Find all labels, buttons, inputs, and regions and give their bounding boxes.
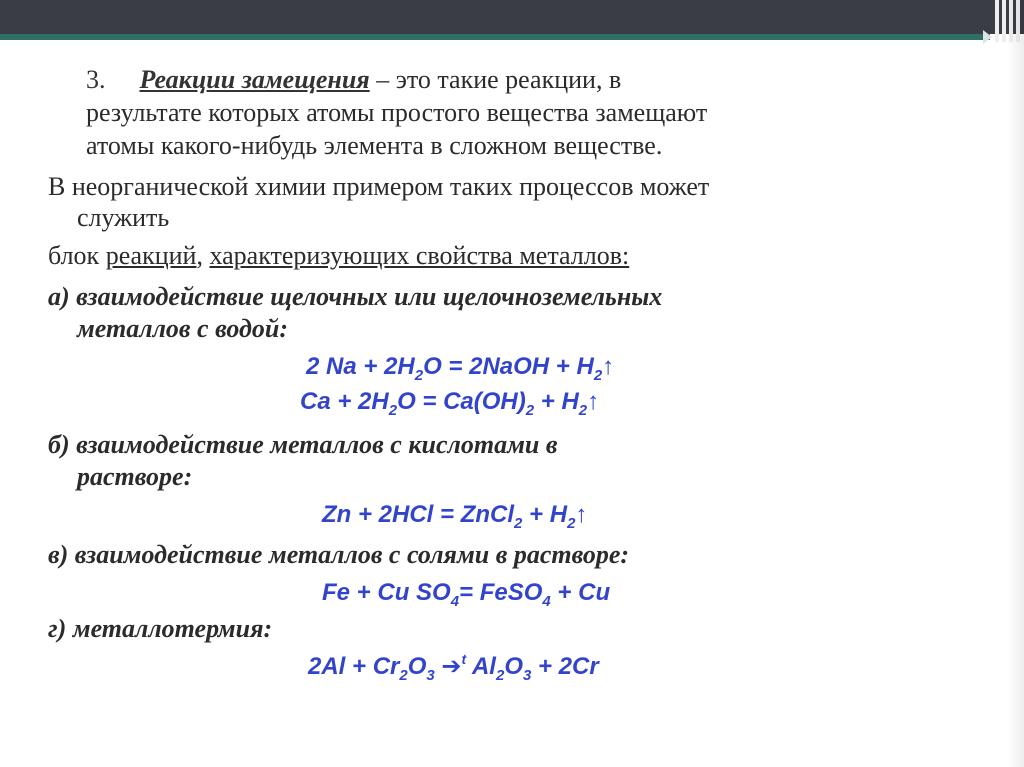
heading-rest: – это такие реакции, в: [369, 65, 622, 94]
text-segment: ,: [196, 241, 210, 270]
text-line-4: В неорганической химии примером таких процессов может: [48, 172, 710, 201]
formula-subscript: 2: [578, 402, 588, 419]
gas-arrow-icon: ↑: [587, 388, 600, 415]
formula-part: + 2Cr: [531, 653, 599, 680]
text-line-3: атомы какого-нибудь элемента в сложном веществе.: [86, 131, 663, 160]
formula-subscript: 2: [414, 367, 424, 384]
formula-subscript: 2: [593, 367, 603, 384]
item-v-line-1: в) взаимодействие металлов с солями в растворе:: [48, 540, 630, 569]
formula-subscript: 3: [522, 667, 532, 684]
heading-line: [86, 65, 621, 95]
header-band: [0, 0, 1024, 34]
formula-part: Fe + Cu SO: [322, 579, 451, 606]
formula-subscript: 2: [567, 515, 576, 532]
formula-metallothermy: [308, 652, 599, 682]
text-line-6: [48, 241, 629, 271]
underlined-word-reactions: реакций: [105, 241, 197, 270]
formula-part: 2 Na + 2H: [306, 353, 415, 380]
item-a-line-1: а) взаимодействие щелочных или щелочноземельных: [48, 282, 663, 311]
formula-part: O = 2NaOH + H: [423, 353, 594, 380]
formula-part: + H: [522, 501, 568, 528]
formula-iron-salt: [322, 578, 610, 608]
formula-part: O: [504, 653, 523, 680]
formula-part: Zn + 2HCl = ZnCl: [322, 501, 515, 528]
header-accent-line: [0, 34, 990, 40]
heating-arrow-icon: ➔: [434, 653, 462, 680]
formula-part: O: [407, 653, 427, 680]
slide-corner-arrow-icon: [983, 30, 992, 44]
formula-zinc-acid: [322, 500, 587, 530]
formula-subscript: 2: [399, 667, 408, 684]
formula-part: Ca + 2H: [300, 388, 389, 415]
text-line-5: служить: [77, 203, 170, 232]
text-segment: блок: [48, 241, 106, 270]
temperature-label: t: [461, 651, 467, 667]
formula-part: O = Ca(OH): [397, 388, 526, 415]
item-a-line-2: металлов с водой:: [77, 314, 289, 343]
formula-subscript: 4: [450, 593, 460, 610]
heading-number: 3.: [86, 65, 106, 94]
gas-arrow-icon: ↑: [602, 353, 615, 380]
heading-title: Реакции замещения: [139, 65, 370, 94]
formula-subscript: 3: [426, 667, 435, 684]
formula-subscript: 2: [388, 402, 398, 419]
formula-part: + H: [534, 388, 579, 415]
formula-calcium-water: [300, 387, 599, 417]
formula-subscript: 4: [542, 593, 551, 610]
text-line-2: результате которых атомы простого вещества замещают: [86, 98, 708, 127]
formula-part: 2Al + Cr: [308, 653, 400, 680]
item-b-line-1: б) взаимодействие металлов с кислотами в: [48, 430, 558, 459]
item-g-line-1: г) металлотермия:: [48, 614, 273, 643]
formula-part: = FeSO: [459, 579, 543, 606]
formula-subscript: 2: [514, 515, 523, 532]
underlined-phrase-properties: характеризующих свойства металлов:: [209, 241, 630, 270]
formula-subscript: 2: [525, 402, 535, 419]
item-b-line-2: растворе:: [77, 462, 193, 491]
page-fold-shadow: [1006, 0, 1024, 767]
formula-part: Al: [466, 653, 496, 680]
formula-sodium-water: [306, 352, 614, 382]
gas-arrow-icon: ↑: [575, 501, 588, 528]
formula-subscript: 2: [495, 667, 505, 684]
formula-part: + Cu: [550, 579, 611, 606]
